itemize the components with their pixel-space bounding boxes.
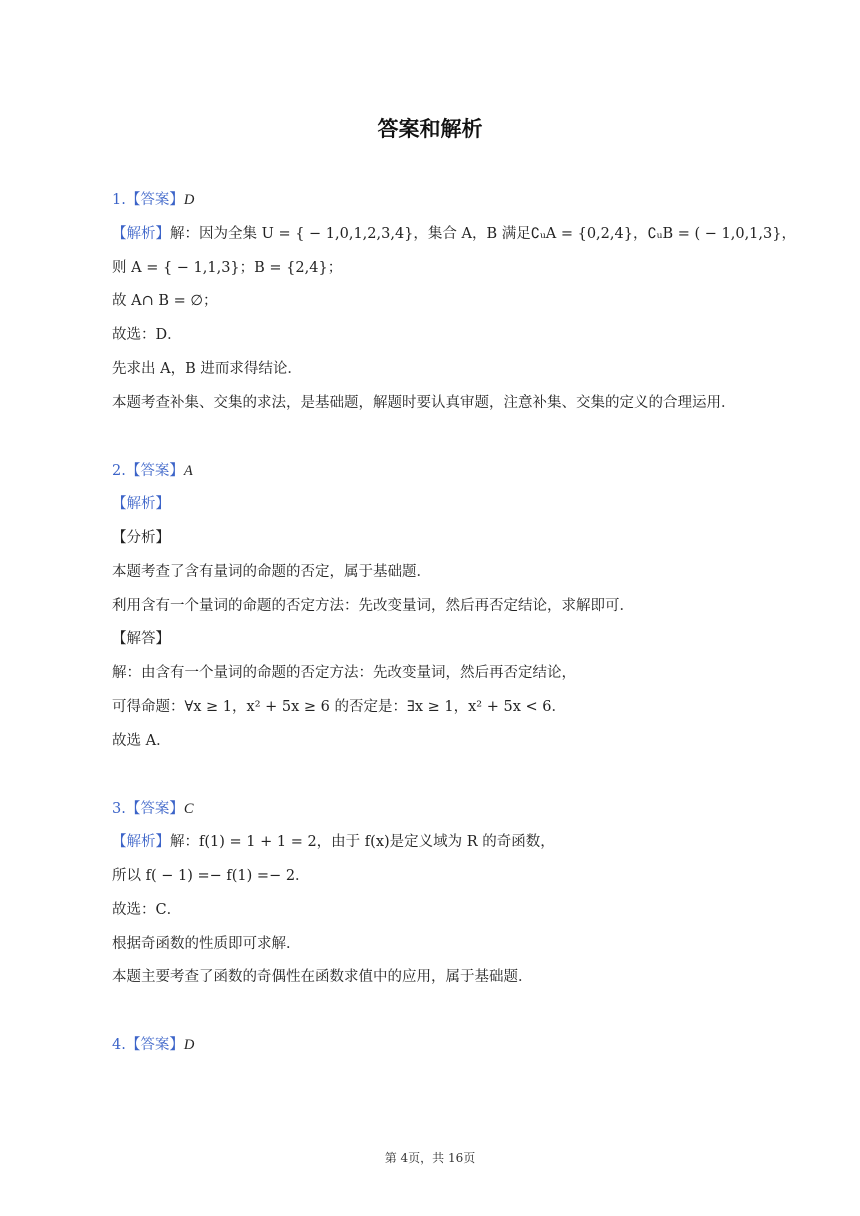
q2-answer-value: A [183,463,193,479]
q2-analysis-tag: 【解析】 [112,496,170,512]
q1-answer-value: D [183,192,195,208]
q1-line2: 则 A = { − 1,1,3}；B = {2,4}； [112,260,343,276]
q1-answer-tag: 【答案】 [125,192,184,208]
q3-line5: 本题主要考查了函数的奇偶性在函数求值中的应用，属于基础题． [112,969,533,985]
q2-answer-line [112,461,193,481]
page-footer: 第 4页，共 16页 [384,1151,476,1165]
q2-line1: 本题考查了含有量词的命题的否定，属于基础题． [112,564,431,580]
q3-line2: 所以 f( − 1) =− f(1) =− 2． [112,868,310,884]
q2-line5: 故选 A． [112,733,171,749]
q1-analysis-line [112,224,796,244]
q3-answer-value: C [183,801,194,817]
q3-line3: 故选：C． [112,902,182,918]
q4-answer-tag: 【答案】 [125,1037,184,1053]
q2-fenxi-tag: 【分析】 [112,530,170,546]
q1-line5: 先求出 A，B 进而求得结论． [112,361,302,377]
q4-answer-value: D [183,1037,195,1053]
q3-analysis-line [112,832,555,852]
q1-number: 1. [112,192,126,208]
q2-line2: 利用含有一个量词的命题的否定方法：先改变量词，然后再否定结论，求解即可． [112,598,634,614]
q4-answer-line [112,1035,194,1055]
q1-line3: 故 A∩ B = ∅； [112,293,218,309]
q3-number: 3. [112,801,126,817]
q3-answer-line [112,799,194,819]
q1-answer-line [112,190,194,210]
q1-analysis-tag: 【解析】 [112,226,170,242]
q3-answer-tag: 【答案】 [125,801,184,817]
page-title: 答案和解析 [377,117,483,141]
q2-line3: 解：由含有一个量词的命题的否定方法：先改变量词，然后再否定结论， [112,665,576,681]
q2-answer-tag: 【答案】 [125,463,184,479]
q2-line4: 可得命题：∀x ≥ 1，x² + 5x ≥ 6 的否定是：∃x ≥ 1，x² + 5x < 6． [112,699,566,715]
q2-number: 2. [112,463,126,479]
q1-line6: 本题考查补集、交集的求法，是基础题，解题时要认真审题，注意补集、交集的定义的合理运用． [112,395,736,411]
q2-jieda-tag: 【解答】 [112,631,170,647]
q4-number: 4. [112,1037,126,1053]
q1-line4: 故选：D． [112,327,182,343]
q1-analysis-text: 解：因为全集 U = { − 1,0,1,2,3,4}，集合 A，B 满足∁ᵤA = {0,2,4}，∁ᵤB = ( − 1,0,1,3}， [170,226,796,242]
q3-analysis-text: 解：f(1) = 1 + 1 = 2，由于 f(x)是定义域为 R 的奇函数， [170,834,555,850]
q3-line4: 根据奇函数的性质即可求解． [112,936,301,952]
q3-analysis-tag: 【解析】 [112,834,170,850]
